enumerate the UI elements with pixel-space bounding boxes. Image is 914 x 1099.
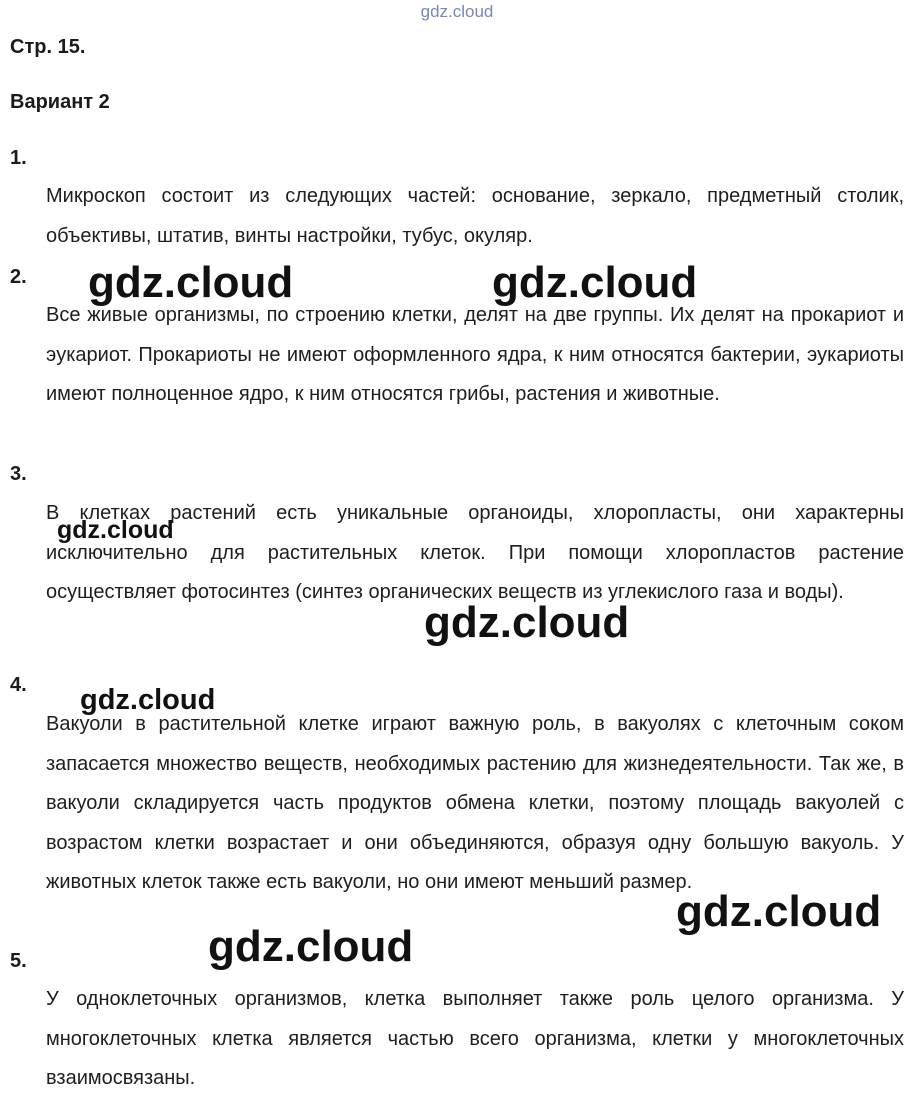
watermark: gdz.cloud <box>492 258 698 307</box>
answer-text: Все живые организмы, по строению клетки, делят на две группы. Их делят на прокариот и эукариот. Прокариоты не имеют оформленного ядра, к ним относятся бактерии, эукариоты имеют полноценное ядро, к ним относятся грибы, растения и животные. <box>46 304 904 405</box>
watermark: gdz.cloud <box>80 684 216 716</box>
watermark: gdz.cloud <box>208 922 414 971</box>
answer-text: Вакуоли в растительной клетке играют важную роль, в вакуолях с клеточным соком запасается множество веществ, необходимых растению для жизнедеятельности. Так же, в вакуоли складируется часть продуктов обмена клетки, поэтому площадь вакуолей с возрастом клетки возрастает и они объединяются, образуя одну большую вакуоль. У животных клеток также есть вакуоли, но они имеют меньший размер. <box>46 713 904 893</box>
watermark: gdz.cloud <box>57 516 174 544</box>
variant-heading: Вариант 2 <box>10 91 110 113</box>
answer-number: 4. <box>10 674 27 696</box>
answer-number: 3. <box>10 463 27 485</box>
answer-number: 2. <box>10 266 27 288</box>
answer-number: 5. <box>10 950 27 972</box>
watermark: gdz.cloud <box>676 887 882 936</box>
answer-text: В клетках растений есть уникальные органоиды, хлоропласты, они характерны исключительно для растительных клеток. При помощи хлоропластов растение осуществляет фотосинтез (синтез органических веществ из углекислого газа и воды). <box>46 502 904 603</box>
answer-text: Микроскоп состоит из следующих частей: основание, зеркало, предметный столик, объективы, штатив, винты настройки, тубус, окуляр. <box>46 185 904 247</box>
answer-text: У одноклеточных организмов, клетка выполняет также роль целого организма. У многоклеточных клетка является частью всего организма, клетки у многоклеточных взаимосвязаны. <box>46 988 904 1089</box>
site-watermark-top: gdz.cloud <box>420 2 494 21</box>
watermark: gdz.cloud <box>424 598 630 647</box>
watermark: gdz.cloud <box>88 258 294 307</box>
answer-number: 1. <box>10 147 27 169</box>
page-reference: Стр. 15. <box>10 36 86 58</box>
